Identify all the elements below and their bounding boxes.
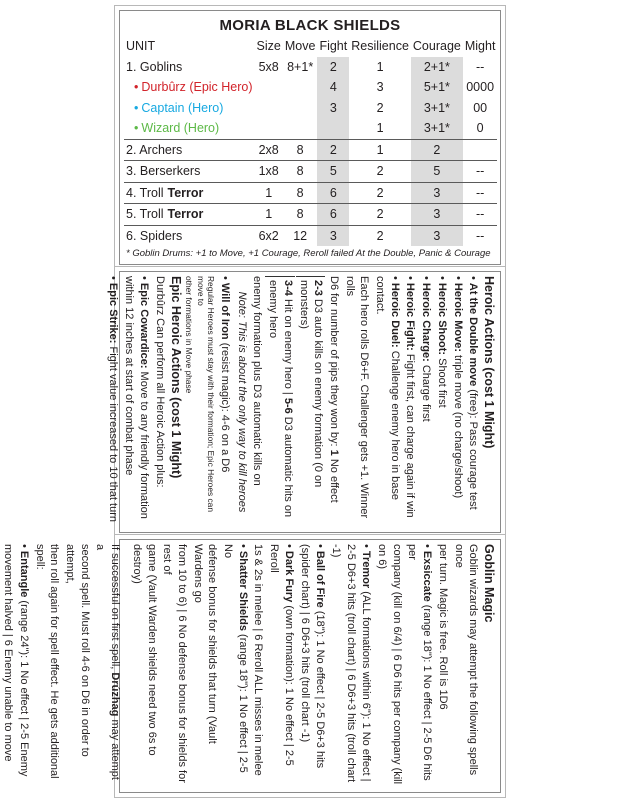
spell-name: Tremor (360, 550, 373, 589)
fight-cell: 5 (317, 161, 349, 183)
heroic-shoot-line: • Heroic Shoot: Shoot first (435, 276, 448, 408)
table-row-spiders (124, 225, 497, 246)
table-row-troll-5 (124, 204, 497, 226)
goblin-magic-card (2, 539, 501, 793)
table-header-row (124, 36, 497, 57)
courage-cell: 3 (411, 204, 463, 226)
courage-cell: 3+1* (411, 118, 463, 139)
rule-text: Shoot first (435, 355, 448, 408)
size-cell (255, 77, 283, 98)
goblin-drums-footnote: * Goblin Drums: +1 to Move, +1 Courage, Reroll failed At the Double, Panic & Courage (126, 248, 491, 259)
spell-name: Ball of Fire (314, 550, 327, 608)
size-cell: 1x8 (255, 161, 283, 183)
epic-heroic-actions-title: Epic Heroic Actions (cost 1 Might) (168, 276, 183, 479)
rule-name: Heroic Duel: (388, 282, 401, 348)
spell-text: (range 18"): 1 No effect | 2-5 D6 hits per (406, 544, 434, 781)
shatter-shields-line-2: defense bonus for shields that turn (Vault Wardens go (191, 544, 219, 744)
exsiccate-line-2: company (kill on 6/4) | 6 D6 hits per company (kill on 6) (376, 544, 403, 785)
exsiccate-line: • Exsiccate (range 18"): 1 No effect | 2-5 D6 hits per (406, 544, 434, 781)
hero-name: Captain (Hero) (141, 100, 224, 115)
roll-value: 5-6 (281, 397, 294, 414)
hero-name: Wizard (Hero) (141, 121, 220, 136)
unit-name (124, 182, 255, 204)
spell-name: Shatter Shields (236, 550, 249, 631)
heroic-move-line: • Heroic Move: triple move (no charge/shoot) (451, 276, 464, 499)
druzhag-line-2: second spell. Must roll 4-6 on D6 in order to attempt, (64, 544, 91, 757)
unit-label: 5. Troll (126, 207, 164, 222)
goblin-magic-content (2, 544, 496, 788)
table-row-wizard (124, 118, 497, 139)
rule-text: No effect (327, 455, 340, 503)
size-cell (255, 98, 283, 119)
spell-text: (own formation): 1 No effect | 2-5 Reroll (268, 544, 295, 766)
epic-cowardice-line: • Epic Cowardice: Move to any friendly formation (138, 276, 151, 519)
move-cell (283, 77, 318, 98)
druzhag-name: Drúzhag (109, 672, 122, 717)
header-size: Size (256, 39, 281, 54)
rule-name: Will of Iron (219, 282, 232, 340)
resilience-cell: 2 (349, 204, 411, 226)
size-cell: 2x8 (255, 139, 283, 161)
courage-cell: 3 (411, 225, 463, 246)
heroic-actions-title: Heroic Actions (cost 1 Might) (482, 276, 496, 449)
spell-text: (18"): 1 No effect | 2-5 D6+3 hits (314, 607, 327, 769)
rule-text: If successful on first spell, (109, 544, 122, 673)
dark-fury-line-2: 1s & 2s in melee | 6 Reroll ALL misses in melee (252, 544, 265, 776)
rule-text: (free): Pass courage test (467, 386, 480, 510)
size-cell: 6x2 (255, 225, 283, 246)
rule-text: Fight first, can charge again if win (404, 350, 417, 518)
might-cell: 0000 (466, 80, 495, 95)
table-row-captain (124, 98, 497, 119)
hero-name: Durbûrz (Epic Hero) (141, 80, 253, 95)
fight-cell: 3 (317, 225, 349, 246)
rule-name: Epic Cowardice: (138, 282, 151, 369)
rule-text: may attempt a (94, 544, 122, 780)
spell-text: (ALL formations within 6"): 1 No effect | (360, 588, 373, 782)
bullet-icon: • (134, 80, 139, 95)
header-move: Move (284, 39, 316, 54)
table-row-troll-4 (124, 182, 497, 204)
epic-cowardice-line-2: within 12 inches at start of combat phase (122, 276, 135, 476)
resilience-cell: 3 (376, 80, 384, 95)
rule-name: Heroic Fight: (404, 282, 417, 351)
rule-name: Heroic Shoot: (435, 282, 448, 356)
unit-name (124, 204, 255, 226)
heroic-duel-line-6: enemy formation plus D3 automatic kills on (251, 276, 264, 486)
dark-fury-line: • Dark Fury (own formation): 1 No effect | 2-5 Reroll (268, 544, 295, 766)
epic-strike-line: • Epic Strike: Fight value increased to 10 that turn (107, 276, 120, 523)
size-cell: 5x8 (258, 59, 279, 74)
rule-text: Challenge enemy hero in base contact. (374, 276, 401, 500)
hero-formation-note-1: Regular Heroes must stay with their formation; Epic Heroes can move to (195, 276, 217, 512)
rule-text: (resist magic): 4-6 on a D6 (219, 339, 232, 473)
rule-name: At the Double move (467, 282, 480, 387)
table-row-durburz (124, 77, 497, 98)
might-cell: -- (475, 59, 485, 74)
move-cell: 12 (283, 225, 318, 246)
fight-cell (317, 118, 349, 139)
resilience-cell: 2 (376, 100, 384, 115)
heroic-charge-line: • Heroic Charge: Charge first (420, 276, 433, 422)
fight-cell: 3 (317, 98, 349, 119)
unit-name (124, 98, 255, 119)
unit-name: 1. Goblins (126, 59, 183, 74)
move-cell: 8 (283, 139, 318, 161)
shatter-shields-line-3: from 10 to 6) | 6 No defense bonus for shields for rest of (161, 544, 188, 783)
header-resilience: Resilience (351, 39, 409, 54)
heroes-note: Note: This is about the only way to kill heroes (235, 291, 248, 513)
fight-cell: 4 (317, 77, 349, 98)
heroic-actions-content (107, 276, 496, 528)
might-cell (463, 139, 498, 161)
move-cell (283, 118, 318, 139)
might-cell: -- (463, 182, 498, 204)
courage-cell: 2 (411, 139, 463, 161)
fight-cell: 2 (317, 57, 349, 78)
header-might: Might (464, 39, 496, 54)
rule-name: Epic Strike: (107, 282, 120, 344)
table-row-goblins (124, 57, 497, 78)
table-row-berserkers (124, 161, 497, 183)
rule-name: Heroic Charge: (420, 282, 433, 362)
unit-name: 2. Archers (124, 139, 255, 161)
rule-name: Heroic Move: (451, 282, 464, 352)
fight-cell: 6 (317, 204, 349, 226)
rule-text: D6 for number of pips they won by: (327, 276, 340, 447)
magic-intro-1: Goblin wizards may attempt the following spells once (452, 544, 480, 776)
unit-name (124, 77, 255, 98)
spell-name: Entangle (17, 550, 30, 598)
druzhag-line-3: then roll again for spell effect. He gets additional spell: (33, 544, 61, 779)
move-cell: 8 (283, 204, 318, 226)
tremor-line-2: 2-5 D6+3 hits (troll chart) | 6 D6+3 hits (troll chart -1) (329, 544, 357, 783)
unit-stats-card (119, 10, 501, 265)
header-fight: Fight (319, 39, 348, 54)
unit-stats-table (124, 36, 497, 246)
resilience-cell: 2 (349, 225, 411, 246)
magic-intro-2: per turn. Magic is free. Roll is 1D6 (436, 544, 449, 710)
rule-text: Move to any friendly formation (138, 368, 151, 519)
bullet-icon: • (134, 100, 139, 115)
might-cell: -- (463, 161, 498, 183)
bullet-icon: • (134, 121, 139, 136)
courage-cell: 3+1* (411, 98, 463, 119)
tremor-line: • Tremor (ALL formations within 6"): 1 No effect | (360, 544, 373, 782)
at-the-double-line: • At the Double move (free): Pass courage test (467, 276, 480, 510)
epic-intro-line: Durbûrz Can perform all Heroic Action plus: (154, 276, 167, 488)
heroic-fight-line: • Heroic Fight: Fight first, can charge again if win (404, 276, 417, 518)
fight-cell: 2 (317, 139, 349, 161)
table-row-archers (124, 139, 497, 161)
header-unit: UNIT (126, 39, 156, 54)
courage-cell: 3 (411, 182, 463, 204)
resilience-cell: 1 (349, 139, 411, 161)
roll-value: 2-3 (312, 280, 325, 296)
will-of-iron-line: • Will of Iron (resist magic): 4-6 on a D6 (219, 276, 232, 473)
rule-text: D3 auto kills on enemy formation (0 on monsters) (297, 280, 325, 488)
heroic-duel-line-5: 3-4 Hit on enemy hero | 5-6 D3 automatic hits on enemy hero (265, 276, 294, 528)
shatter-shields-line: • Shatter Shields (range 18"): 1 No effect | 2-5 No (222, 544, 249, 773)
move-cell: 8+1* (287, 59, 314, 74)
card-title: MORIA BLACK SHIELDS (219, 17, 401, 34)
heroic-duel-line: • Heroic Duel: Challenge enemy hero in base contact. (374, 276, 401, 500)
rule-text: Fight value increased to 10 that turn (107, 343, 120, 523)
spell-text: (range 18"): 1 No effect | 2-5 No (222, 544, 249, 773)
shatter-shields-line-4: game (Vault Warden shields need two 6s to destroy) (130, 544, 158, 756)
ball-of-fire-line: • Ball of Fire (18"): 1 No effect | 2-5 D6+3 hits (314, 544, 327, 769)
hero-formation-note-2: other formations in Move phase (184, 276, 195, 394)
rule-text: Hit on enemy hero (281, 295, 294, 392)
courage-cell: 2+1* (411, 57, 463, 78)
goblin-magic-title: Goblin Magic (482, 544, 496, 623)
resilience-cell: 2 (349, 161, 411, 183)
spacer (122, 544, 128, 788)
spell-name: Exsiccate (421, 550, 434, 602)
rule-text: D3 automatic hits on enemy hero (267, 280, 294, 518)
entangle-line-2: movement halved | 6 Enemy unable to move (2, 544, 15, 762)
rule-text: Charge first (420, 361, 433, 422)
unit-label: 4. Troll (126, 185, 164, 200)
heroic-duel-line-3 (326, 276, 341, 528)
unit-name: 6. Spiders (124, 225, 255, 246)
fight-cell: 6 (317, 182, 349, 204)
size-cell (255, 118, 283, 139)
terror-label: Terror (167, 207, 204, 222)
courage-cell: 5+1* (411, 77, 463, 98)
entangle-line: • Entangle (range 24"): 1 No effect | 2-5 Enemy (17, 544, 30, 777)
might-cell: -- (463, 225, 498, 246)
might-cell: -- (463, 204, 498, 226)
resilience-cell: 2 (349, 182, 411, 204)
terror-label: Terror (167, 185, 204, 200)
move-cell (283, 98, 318, 119)
heroic-duel-line-2: Each hero rolls D6+F. Challenger gets +1. Winner rolls (343, 276, 371, 519)
might-cell: 0 (476, 121, 484, 136)
spell-name: Dark Fury (282, 550, 295, 603)
courage-cell: 5 (411, 161, 463, 183)
druzhag-line-1 (93, 544, 122, 788)
resilience-cell: 1 (376, 59, 384, 74)
ball-of-fire-line-2: (spider chart) | 6 D6+3 hits (troll chart -1) (298, 544, 311, 743)
heroic-actions-card (107, 271, 501, 533)
move-cell: 8 (283, 182, 318, 204)
resilience-cell: 1 (376, 121, 384, 136)
move-cell: 8 (283, 161, 318, 183)
unit-name (124, 118, 255, 139)
rule-text: triple move (no charge/shoot) (451, 352, 464, 499)
unit-name: 3. Berserkers (124, 161, 255, 183)
roll-value: 3-4 (281, 280, 294, 296)
heroic-duel-line-4 (296, 276, 325, 528)
size-cell: 1 (255, 182, 283, 204)
roll-value: 1 (327, 446, 340, 456)
header-courage: Courage (412, 39, 461, 54)
might-cell: 00 (473, 100, 488, 115)
size-cell: 1 (255, 204, 283, 226)
spell-text: (range 24"): 1 No effect | 2-5 Enemy (17, 597, 30, 777)
